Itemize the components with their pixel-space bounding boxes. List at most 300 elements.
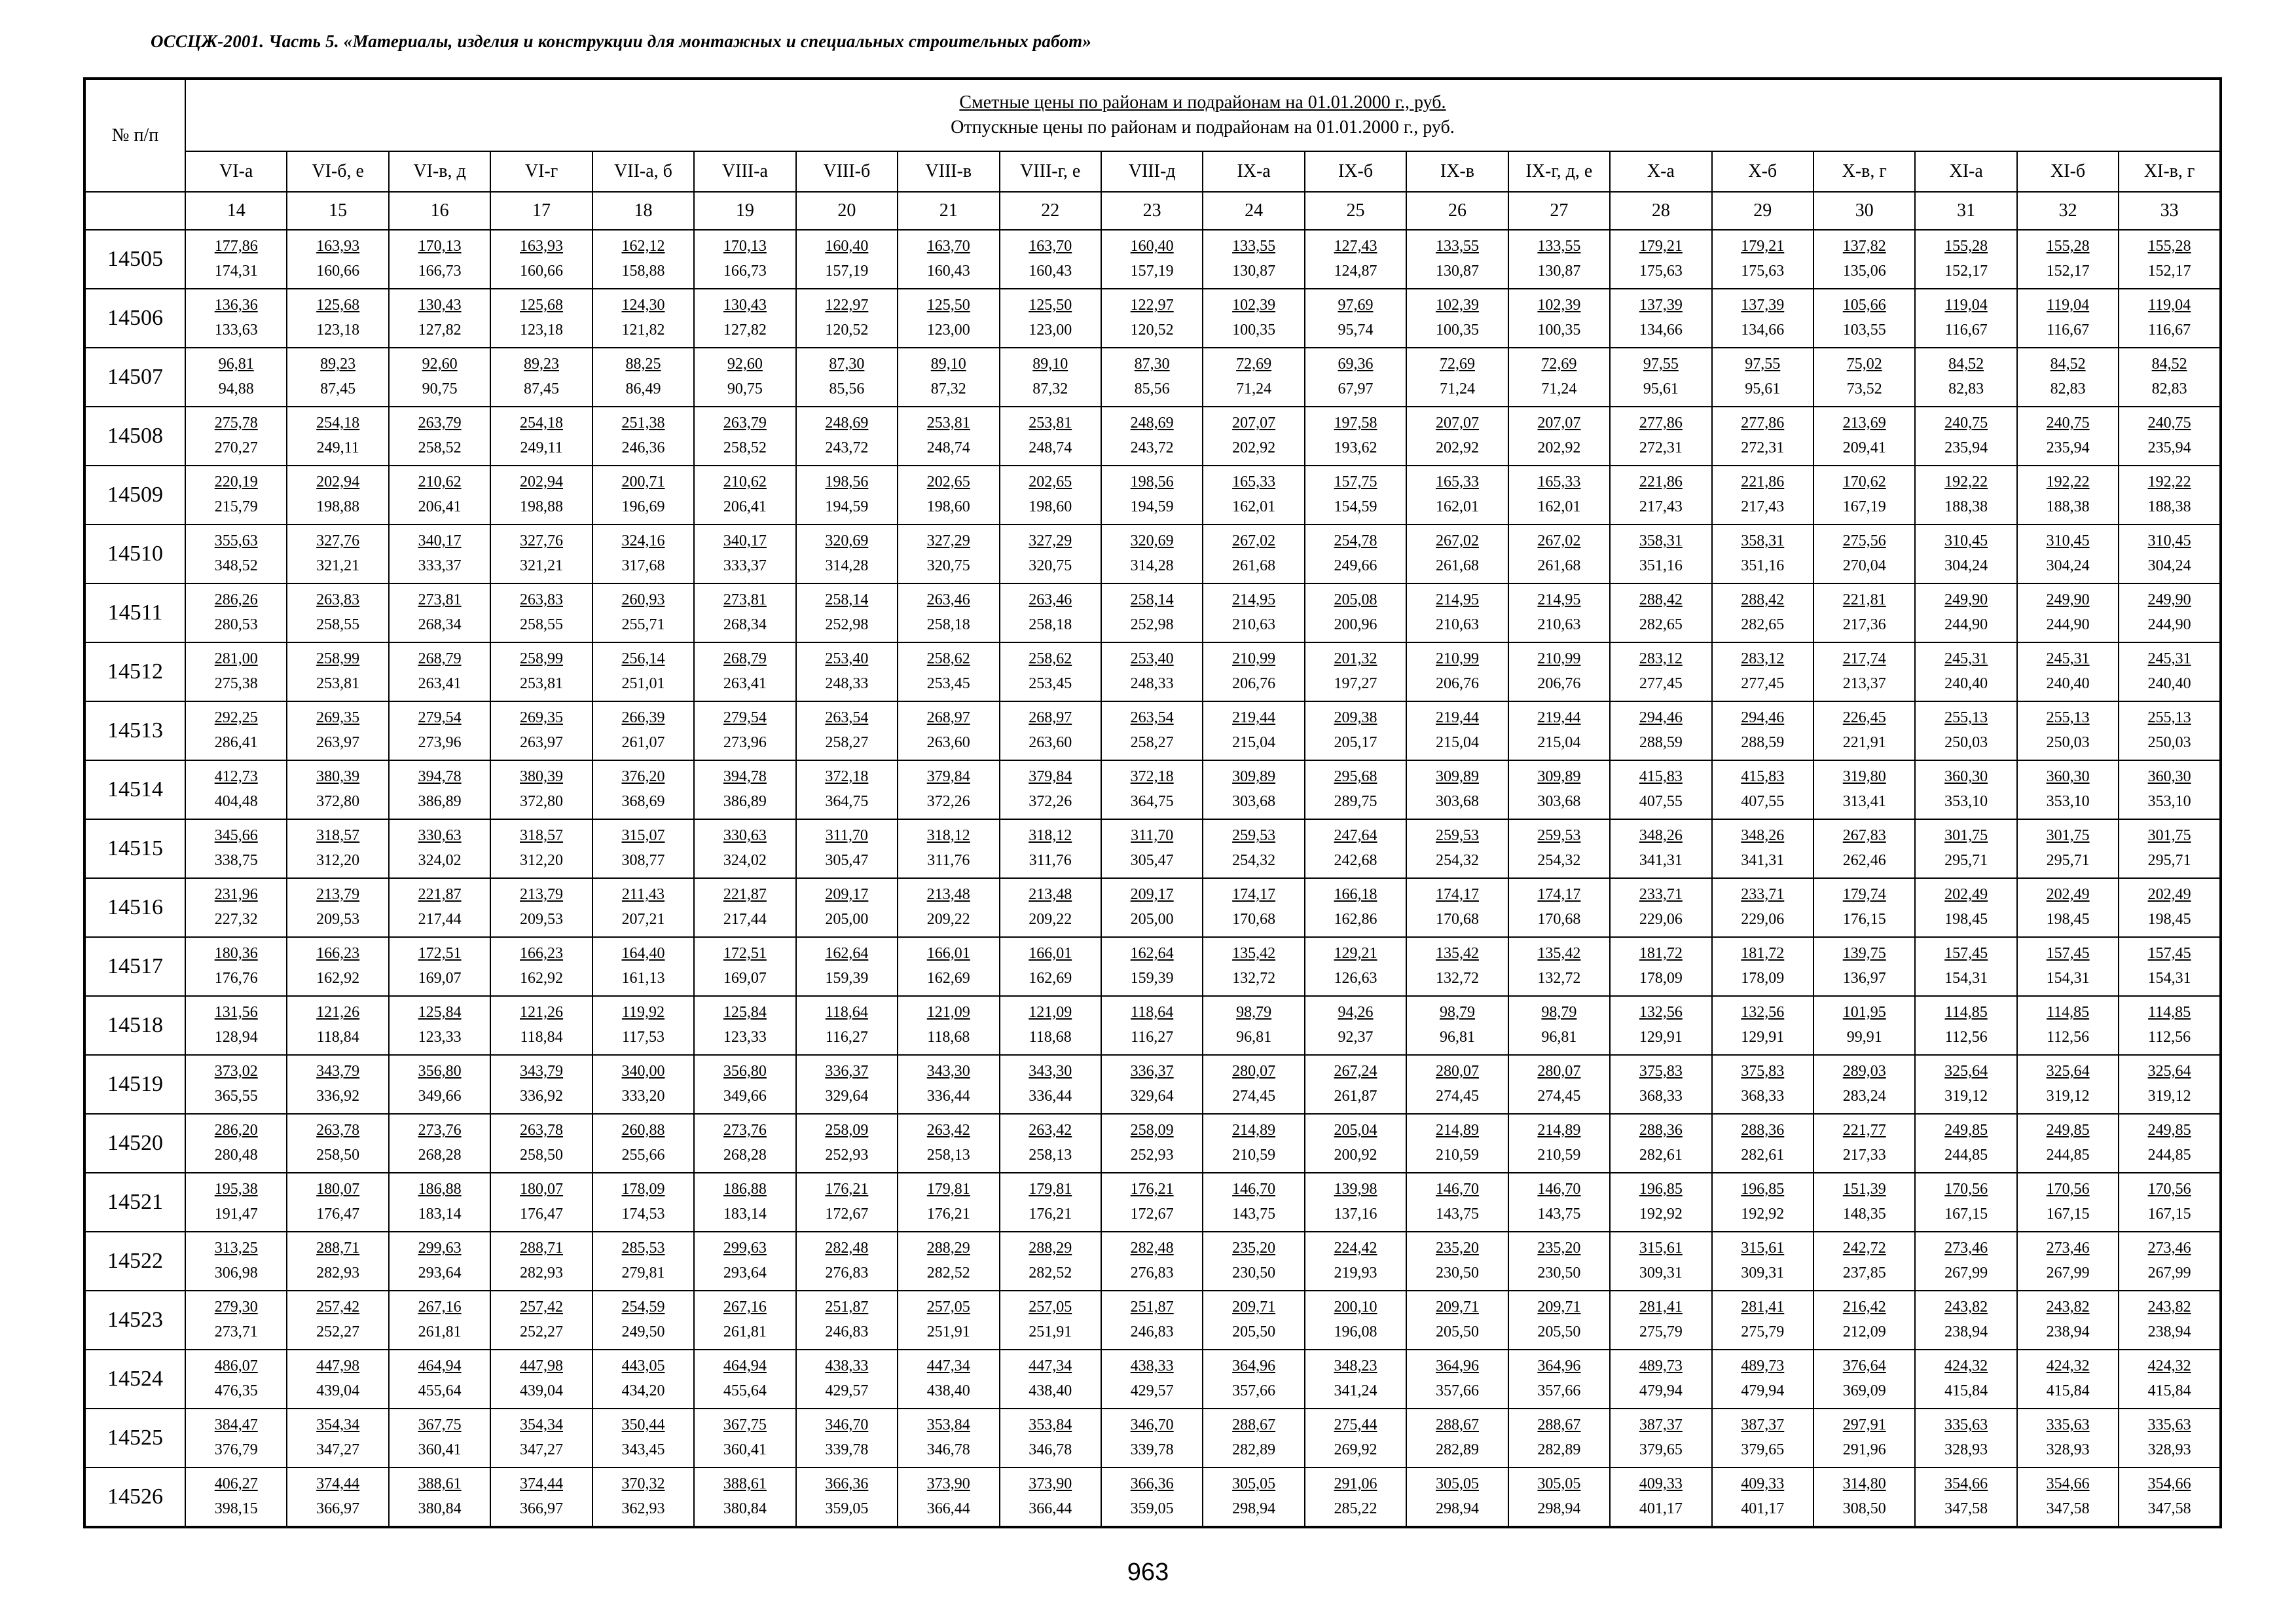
wholesale-price: 272,31 — [1741, 439, 1785, 456]
price-cell — [1712, 878, 1813, 937]
price-cell — [1508, 407, 1610, 466]
wholesale-price: 320,75 — [926, 557, 970, 574]
row-number: 14523 — [84, 1291, 185, 1350]
wholesale-price: 134,66 — [1741, 322, 1785, 339]
wholesale-price: 86,49 — [625, 380, 661, 397]
estimate-price: 269,35 — [316, 709, 360, 726]
price-cell — [694, 642, 795, 701]
price-cell — [185, 642, 287, 701]
price-cell — [1305, 583, 1406, 642]
wholesale-price: 161,13 — [621, 970, 665, 987]
wholesale-price: 152,17 — [2046, 263, 2090, 280]
price-cell — [1203, 289, 1304, 348]
wholesale-price: 200,92 — [1334, 1147, 1377, 1164]
price-cell — [1406, 348, 1508, 407]
wholesale-price: 123,18 — [316, 322, 360, 339]
wholesale-price: 215,04 — [1435, 734, 1479, 751]
wholesale-price: 273,96 — [723, 734, 767, 751]
wholesale-price: 123,33 — [723, 1029, 767, 1046]
estimate-price: 267,02 — [1232, 532, 1276, 549]
table-row — [84, 878, 2221, 937]
estimate-price: 253,81 — [926, 415, 970, 432]
price-cell — [1305, 1350, 1406, 1409]
wholesale-price: 270,27 — [214, 439, 258, 456]
wholesale-price: 198,88 — [316, 498, 360, 515]
estimate-price: 157,75 — [1334, 473, 1377, 490]
estimate-price: 207,07 — [1537, 415, 1581, 432]
price-cell — [694, 407, 795, 466]
price-cell — [898, 289, 999, 348]
price-cell — [1712, 1409, 1813, 1467]
price-cell — [287, 407, 388, 466]
wholesale-price: 123,00 — [1029, 322, 1072, 339]
estimate-price: 202,65 — [1029, 473, 1072, 490]
price-cell — [1915, 583, 2016, 642]
price-cell — [185, 1232, 287, 1291]
region-header: IX-г, д, е — [1508, 151, 1610, 192]
estimate-price: 213,69 — [1842, 415, 1886, 432]
price-cell — [1305, 642, 1406, 701]
wholesale-price: 118,84 — [520, 1029, 563, 1046]
price-cell — [898, 230, 999, 289]
estimate-price: 181,72 — [1639, 945, 1683, 962]
estimate-price: 327,29 — [926, 532, 970, 549]
price-cell — [1305, 289, 1406, 348]
wholesale-price: 268,34 — [418, 616, 462, 633]
price-cell — [389, 1173, 490, 1232]
price-cell — [1813, 996, 1915, 1055]
wholesale-price: 230,50 — [1232, 1264, 1276, 1282]
wholesale-price: 258,55 — [520, 616, 564, 633]
price-cell — [592, 348, 694, 407]
price-cell — [694, 230, 795, 289]
estimate-price: 254,18 — [316, 415, 360, 432]
wholesale-price: 438,40 — [926, 1382, 970, 1399]
wholesale-price: 268,34 — [723, 616, 767, 633]
estimate-price: 248,69 — [1130, 415, 1174, 432]
price-cell — [1406, 819, 1508, 878]
estimate-price: 273,46 — [2046, 1240, 2090, 1257]
estimate-price: 348,23 — [1334, 1357, 1377, 1375]
price-cell — [2119, 1409, 2221, 1467]
price-cell — [2017, 466, 2119, 525]
estimate-price: 415,83 — [1741, 768, 1785, 785]
wholesale-price: 217,43 — [1741, 498, 1785, 515]
estimate-price: 192,22 — [2046, 473, 2090, 490]
price-cell — [1712, 348, 1813, 407]
estimate-price: 255,13 — [2147, 709, 2191, 726]
price-cell — [1203, 348, 1304, 407]
estimate-price: 366,36 — [825, 1475, 869, 1492]
price-cell — [1101, 996, 1203, 1055]
wholesale-price: 87,32 — [930, 380, 966, 397]
price-cell — [1101, 819, 1203, 878]
wholesale-price: 314,28 — [1130, 557, 1174, 574]
price-cell — [185, 760, 287, 819]
estimate-price: 133,55 — [1435, 238, 1479, 255]
estimate-price: 102,39 — [1232, 297, 1276, 314]
price-cell — [2119, 760, 2221, 819]
wholesale-price: 95,74 — [1338, 322, 1374, 339]
estimate-price: 294,46 — [1741, 709, 1785, 726]
wholesale-price: 324,02 — [723, 852, 767, 869]
wholesale-price: 288,59 — [1639, 734, 1683, 751]
row-number: 14512 — [84, 642, 185, 701]
price-cell — [185, 937, 287, 996]
price-cell — [592, 760, 694, 819]
region-header: VI-г — [490, 151, 592, 192]
estimate-price: 289,03 — [1842, 1063, 1886, 1080]
column-index: 23 — [1101, 192, 1203, 230]
price-cell — [389, 760, 490, 819]
price-cell — [1305, 819, 1406, 878]
wholesale-price: 317,68 — [621, 557, 665, 574]
wholesale-price: 286,41 — [214, 734, 258, 751]
price-cell — [592, 1055, 694, 1114]
wholesale-price: 202,92 — [1435, 439, 1479, 456]
estimate-price: 174,17 — [1435, 886, 1479, 903]
price-cell — [1813, 1409, 1915, 1467]
wholesale-price: 100,35 — [1537, 322, 1581, 339]
column-index: 31 — [1915, 192, 2016, 230]
price-cell — [1610, 996, 1711, 1055]
estimate-price: 346,70 — [1130, 1416, 1174, 1433]
wholesale-price: 243,72 — [1130, 439, 1174, 456]
wholesale-price: 112,56 — [2047, 1029, 2090, 1046]
estimate-price: 174,17 — [1537, 886, 1581, 903]
price-cell — [490, 466, 592, 525]
wholesale-price: 85,56 — [829, 380, 865, 397]
wholesale-price: 92,37 — [1338, 1029, 1374, 1046]
wholesale-price: 261,87 — [1334, 1088, 1377, 1105]
price-cell — [490, 1350, 592, 1409]
wholesale-price: 178,09 — [1639, 970, 1683, 987]
wholesale-price: 205,00 — [1130, 911, 1174, 928]
estimate-price: 240,75 — [2046, 415, 2090, 432]
price-cell — [1203, 583, 1304, 642]
wholesale-price: 305,47 — [825, 852, 869, 869]
wholesale-price: 349,66 — [723, 1088, 767, 1105]
region-header-row — [84, 151, 2221, 192]
wholesale-price: 258,50 — [520, 1147, 564, 1164]
wholesale-price: 167,19 — [1842, 498, 1886, 515]
wholesale-price: 249,50 — [621, 1323, 665, 1340]
price-cell — [592, 1350, 694, 1409]
estimate-price: 301,75 — [2147, 827, 2191, 844]
estimate-price: 84,52 — [2050, 356, 2086, 373]
estimate-price: 84,52 — [2151, 356, 2187, 373]
wholesale-price: 357,66 — [1537, 1382, 1581, 1399]
price-cell — [1508, 1173, 1610, 1232]
estimate-price: 181,72 — [1741, 945, 1785, 962]
price-cell — [2119, 878, 2221, 937]
estimate-price: 243,82 — [2046, 1299, 2090, 1316]
estimate-price: 318,12 — [926, 827, 970, 844]
estimate-price: 305,05 — [1435, 1475, 1479, 1492]
wholesale-price: 250,03 — [2046, 734, 2090, 751]
wholesale-price: 240,40 — [1944, 675, 1988, 692]
price-cell — [694, 1467, 795, 1527]
wholesale-price: 277,45 — [1741, 675, 1785, 692]
price-cell — [2119, 583, 2221, 642]
price-cell — [1610, 1291, 1711, 1350]
wholesale-price: 267,99 — [2046, 1264, 2090, 1282]
estimate-price: 165,33 — [1232, 473, 1276, 490]
estimate-price: 98,79 — [1439, 1004, 1475, 1021]
estimate-price: 263,83 — [520, 591, 564, 608]
price-cell — [796, 937, 898, 996]
price-cell — [1813, 348, 1915, 407]
estimate-price: 198,56 — [825, 473, 869, 490]
wholesale-price: 175,63 — [1741, 263, 1785, 280]
price-cell — [1610, 1232, 1711, 1291]
estimate-price: 170,56 — [2046, 1181, 2090, 1198]
price-cell — [1406, 642, 1508, 701]
wholesale-price: 90,75 — [727, 380, 763, 397]
table-row — [84, 1232, 2221, 1291]
estimate-price: 125,50 — [926, 297, 970, 314]
wholesale-price: 455,64 — [418, 1382, 462, 1399]
price-cell — [1813, 819, 1915, 878]
estimate-price: 98,79 — [1541, 1004, 1577, 1021]
wholesale-price: 276,83 — [825, 1264, 869, 1282]
price-cell — [1406, 878, 1508, 937]
estimate-price: 258,62 — [926, 650, 970, 667]
price-cell — [490, 819, 592, 878]
price-cell — [1610, 1350, 1711, 1409]
wholesale-price: 160,66 — [520, 263, 564, 280]
estimate-price: 186,88 — [418, 1181, 462, 1198]
wholesale-price: 193,62 — [1334, 439, 1377, 456]
estimate-price: 268,79 — [723, 650, 767, 667]
wholesale-price: 306,98 — [214, 1264, 258, 1282]
estimate-price: 336,37 — [825, 1063, 869, 1080]
price-cell — [1305, 1055, 1406, 1114]
region-header: X-б — [1712, 151, 1813, 192]
estimate-price: 200,71 — [621, 473, 665, 490]
price-cell — [1813, 466, 1915, 525]
estimate-price: 253,40 — [1130, 650, 1174, 667]
estimate-price: 97,69 — [1338, 297, 1374, 314]
price-cell — [592, 701, 694, 760]
price-cell — [1813, 289, 1915, 348]
estimate-price: 335,63 — [2147, 1416, 2191, 1433]
price-cell — [1508, 289, 1610, 348]
estimate-price: 211,43 — [621, 886, 665, 903]
price-cell — [1610, 289, 1711, 348]
wholesale-price: 116,67 — [2148, 322, 2191, 339]
price-cell — [490, 407, 592, 466]
estimate-price: 132,56 — [1639, 1004, 1683, 1021]
wholesale-price: 166,73 — [723, 263, 767, 280]
price-cell — [2017, 878, 2119, 937]
estimate-price: 375,83 — [1639, 1063, 1683, 1080]
price-cell — [1406, 1409, 1508, 1467]
estimate-price: 254,78 — [1334, 532, 1377, 549]
estimate-price: 200,10 — [1334, 1299, 1377, 1316]
estimate-price: 374,44 — [520, 1475, 564, 1492]
estimate-price: 253,40 — [825, 650, 869, 667]
wholesale-price: 120,52 — [1130, 322, 1174, 339]
wholesale-price: 212,09 — [1842, 1323, 1886, 1340]
estimate-price: 125,84 — [723, 1004, 767, 1021]
wholesale-price: 293,64 — [723, 1264, 767, 1282]
region-header: VIII-б — [796, 151, 898, 192]
price-cell — [1305, 1467, 1406, 1527]
price-cell — [389, 819, 490, 878]
column-index: 14 — [185, 192, 287, 230]
estimate-price: 384,47 — [214, 1416, 258, 1433]
price-cell — [1813, 642, 1915, 701]
wholesale-price: 196,08 — [1334, 1323, 1377, 1340]
wholesale-price: 205,00 — [825, 911, 869, 928]
estimate-price: 260,93 — [621, 591, 665, 608]
wholesale-price: 252,27 — [520, 1323, 564, 1340]
price-cell — [1813, 1291, 1915, 1350]
price-cell — [185, 996, 287, 1055]
estimate-price: 174,17 — [1232, 886, 1276, 903]
price-cell — [2119, 1055, 2221, 1114]
price-cell — [1000, 1350, 1101, 1409]
estimate-price: 288,71 — [520, 1240, 564, 1257]
row-number: 14526 — [84, 1467, 185, 1527]
price-cell — [2119, 466, 2221, 525]
estimate-price: 489,73 — [1639, 1357, 1683, 1375]
price-cell — [287, 996, 388, 1055]
estimate-price: 409,33 — [1741, 1475, 1785, 1492]
wholesale-price: 304,24 — [2046, 557, 2090, 574]
estimate-price: 283,12 — [1741, 650, 1785, 667]
price-cell — [1813, 878, 1915, 937]
price-cell — [1406, 230, 1508, 289]
price-cell — [389, 1467, 490, 1527]
wholesale-price: 206,41 — [418, 498, 462, 515]
wholesale-price: 346,78 — [926, 1441, 970, 1458]
column-index: 26 — [1406, 192, 1508, 230]
table-row — [84, 1291, 2221, 1350]
estimate-price: 263,78 — [520, 1122, 564, 1139]
price-cell — [1203, 230, 1304, 289]
price-cell — [1000, 819, 1101, 878]
wholesale-price: 71,24 — [1439, 380, 1475, 397]
price-cell — [1406, 1291, 1508, 1350]
estimate-price: 330,63 — [418, 827, 462, 844]
price-cell — [694, 996, 795, 1055]
price-rows — [84, 230, 2221, 1527]
estimate-price: 139,75 — [1842, 945, 1886, 962]
estimate-price: 364,96 — [1435, 1357, 1479, 1375]
estimate-price: 353,84 — [1029, 1416, 1072, 1433]
price-cell — [1712, 466, 1813, 525]
estimate-price: 101,95 — [1842, 1004, 1886, 1021]
wholesale-price: 368,33 — [1741, 1088, 1785, 1105]
table-row — [84, 289, 2221, 348]
price-cell — [1406, 1350, 1508, 1409]
price-cell — [898, 583, 999, 642]
wholesale-price: 255,71 — [621, 616, 665, 633]
estimate-price: 343,30 — [926, 1063, 970, 1080]
price-cell — [1101, 1055, 1203, 1114]
estimate-price: 263,46 — [1029, 591, 1072, 608]
wholesale-price: 160,66 — [316, 263, 360, 280]
estimate-price: 240,75 — [2147, 415, 2191, 432]
price-cell — [1915, 1291, 2016, 1350]
price-cell — [2017, 230, 2119, 289]
wholesale-price: 170,68 — [1435, 911, 1479, 928]
estimate-price: 75,02 — [1846, 356, 1882, 373]
estimate-price: 166,01 — [1029, 945, 1072, 962]
wholesale-price: 366,44 — [926, 1500, 970, 1517]
wholesale-price: 167,15 — [2046, 1206, 2090, 1223]
price-cell — [1203, 996, 1304, 1055]
estimate-price: 202,49 — [2046, 886, 2090, 903]
estimate-price: 424,32 — [1944, 1357, 1988, 1375]
estimate-price: 350,44 — [621, 1416, 665, 1433]
price-cell — [1203, 1350, 1304, 1409]
estimate-price: 263,83 — [316, 591, 360, 608]
wholesale-price: 274,45 — [1537, 1088, 1581, 1105]
wholesale-price: 152,17 — [1944, 263, 1988, 280]
price-cell — [1406, 289, 1508, 348]
price-cell — [898, 348, 999, 407]
wholesale-price: 372,80 — [316, 793, 360, 810]
wholesale-price: 298,94 — [1435, 1500, 1479, 1517]
price-cell — [1305, 760, 1406, 819]
estimate-price: 122,97 — [825, 297, 869, 314]
estimate-price: 424,32 — [2046, 1357, 2090, 1375]
estimate-price: 177,86 — [214, 238, 258, 255]
price-cell — [1406, 701, 1508, 760]
price-cell — [1508, 878, 1610, 937]
wholesale-price: 366,44 — [1029, 1500, 1072, 1517]
price-cell — [1610, 760, 1711, 819]
estimate-price: 170,56 — [2147, 1181, 2191, 1198]
wholesale-price: 166,73 — [418, 263, 462, 280]
wholesale-price: 118,68 — [1029, 1029, 1072, 1046]
wholesale-price: 282,89 — [1435, 1441, 1479, 1458]
wholesale-price: 167,15 — [1944, 1206, 1988, 1223]
estimate-price: 336,37 — [1130, 1063, 1174, 1080]
price-cell — [1813, 525, 1915, 583]
price-cell — [1203, 1467, 1304, 1527]
price-cell — [796, 1055, 898, 1114]
price-cell — [1406, 1173, 1508, 1232]
price-cell — [185, 525, 287, 583]
estimate-price: 376,20 — [621, 768, 665, 785]
estimate-price: 367,75 — [418, 1416, 462, 1433]
column-index: 19 — [694, 192, 795, 230]
estimate-price: 114,85 — [2047, 1004, 2090, 1021]
wholesale-price: 263,97 — [520, 734, 564, 751]
estimate-price: 291,06 — [1334, 1475, 1377, 1492]
wholesale-price: 282,61 — [1741, 1147, 1785, 1164]
estimate-price: 209,17 — [1130, 886, 1174, 903]
wholesale-price: 127,82 — [723, 322, 767, 339]
price-cell — [1508, 1467, 1610, 1527]
price-cell — [2017, 1232, 2119, 1291]
region-header: IX-в — [1406, 151, 1508, 192]
wholesale-price: 240,40 — [2147, 675, 2191, 692]
estimate-price: 180,36 — [214, 945, 258, 962]
estimate-price: 251,87 — [825, 1299, 869, 1316]
estimate-price: 288,36 — [1639, 1122, 1683, 1139]
wholesale-price: 157,19 — [825, 263, 869, 280]
estimate-price: 355,63 — [214, 532, 258, 549]
wholesale-price: 217,36 — [1842, 616, 1886, 633]
wholesale-price: 364,75 — [825, 793, 869, 810]
column-index: 20 — [796, 192, 898, 230]
table-row — [84, 407, 2221, 466]
